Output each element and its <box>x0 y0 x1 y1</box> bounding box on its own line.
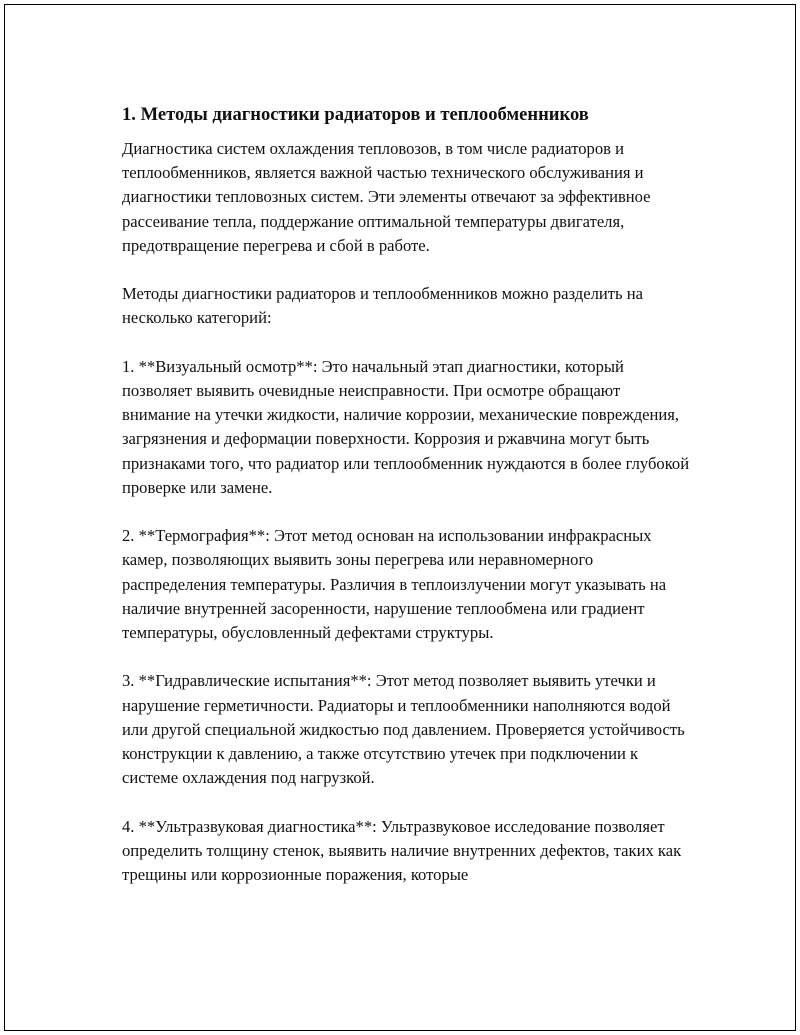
intro-paragraph: Диагностика систем охлаждения тепловозов, в том числе радиаторов и теплообменников, является важной частью технического обслуживания и диагностики тепловозных систем. Эти элементы отвечают за эффективное рассеивание тепла, поддержание оптимальной температуры двигателя, предотвращение перегрева и сбой в работе. <box>122 139 651 255</box>
section-heading: 1. Методы диагностики радиаторов и теплообменников <box>122 104 589 125</box>
visual-inspection-paragraph: 1. **Визуальный осмотр**: Это начальный этап диагностики, который позволяет выявить очевидные неисправности. При осмотре обращают внимание на утечки жидкости, наличие коррозии, механические повреждения, загрязнения и деформации поверхности. Коррозия и ржавчина могут быть признаками того, что радиатор или теплообменник нуждаются в более глубокой проверке или замене. <box>122 356 690 497</box>
page-frame <box>4 4 796 1031</box>
document-body <box>122 102 692 911</box>
categories-intro-paragraph: Методы диагностики радиаторов и теплообменников можно разделить на несколько категорий: <box>122 284 643 328</box>
hydraulic-tests-paragraph: 3. **Гидравлические испытания**: Этот метод позволяет выявить утечки и нарушение герметичности. Радиаторы и теплообменники наполняются водой или другой специальной жидкостью под давлением. Проверяется устойчивость конструкции к давлению, а также отсутствию утечек при подключении к системе охлаждения под нагрузкой. <box>122 671 685 788</box>
thermography-paragraph: 2. **Термография**: Этот метод основан на использовании инфракрасных камер, позволяющих выявить зоны перегрева или неравномерного распределения температуры. Различия в теплоизлучении могут указывать на наличие внутренней засоренности, нарушение теплообмена или градиент температуры, обусловленный дефектами структуры. <box>122 526 667 643</box>
ultrasonic-diagnostics-paragraph: 4. **Ультразвуковая диагностика**: Ультразвуковое исследование позволяет определить толщину стенок, выявить наличие внутренних дефектов, таких как трещины или коррозионные поражения, которые <box>122 816 682 885</box>
